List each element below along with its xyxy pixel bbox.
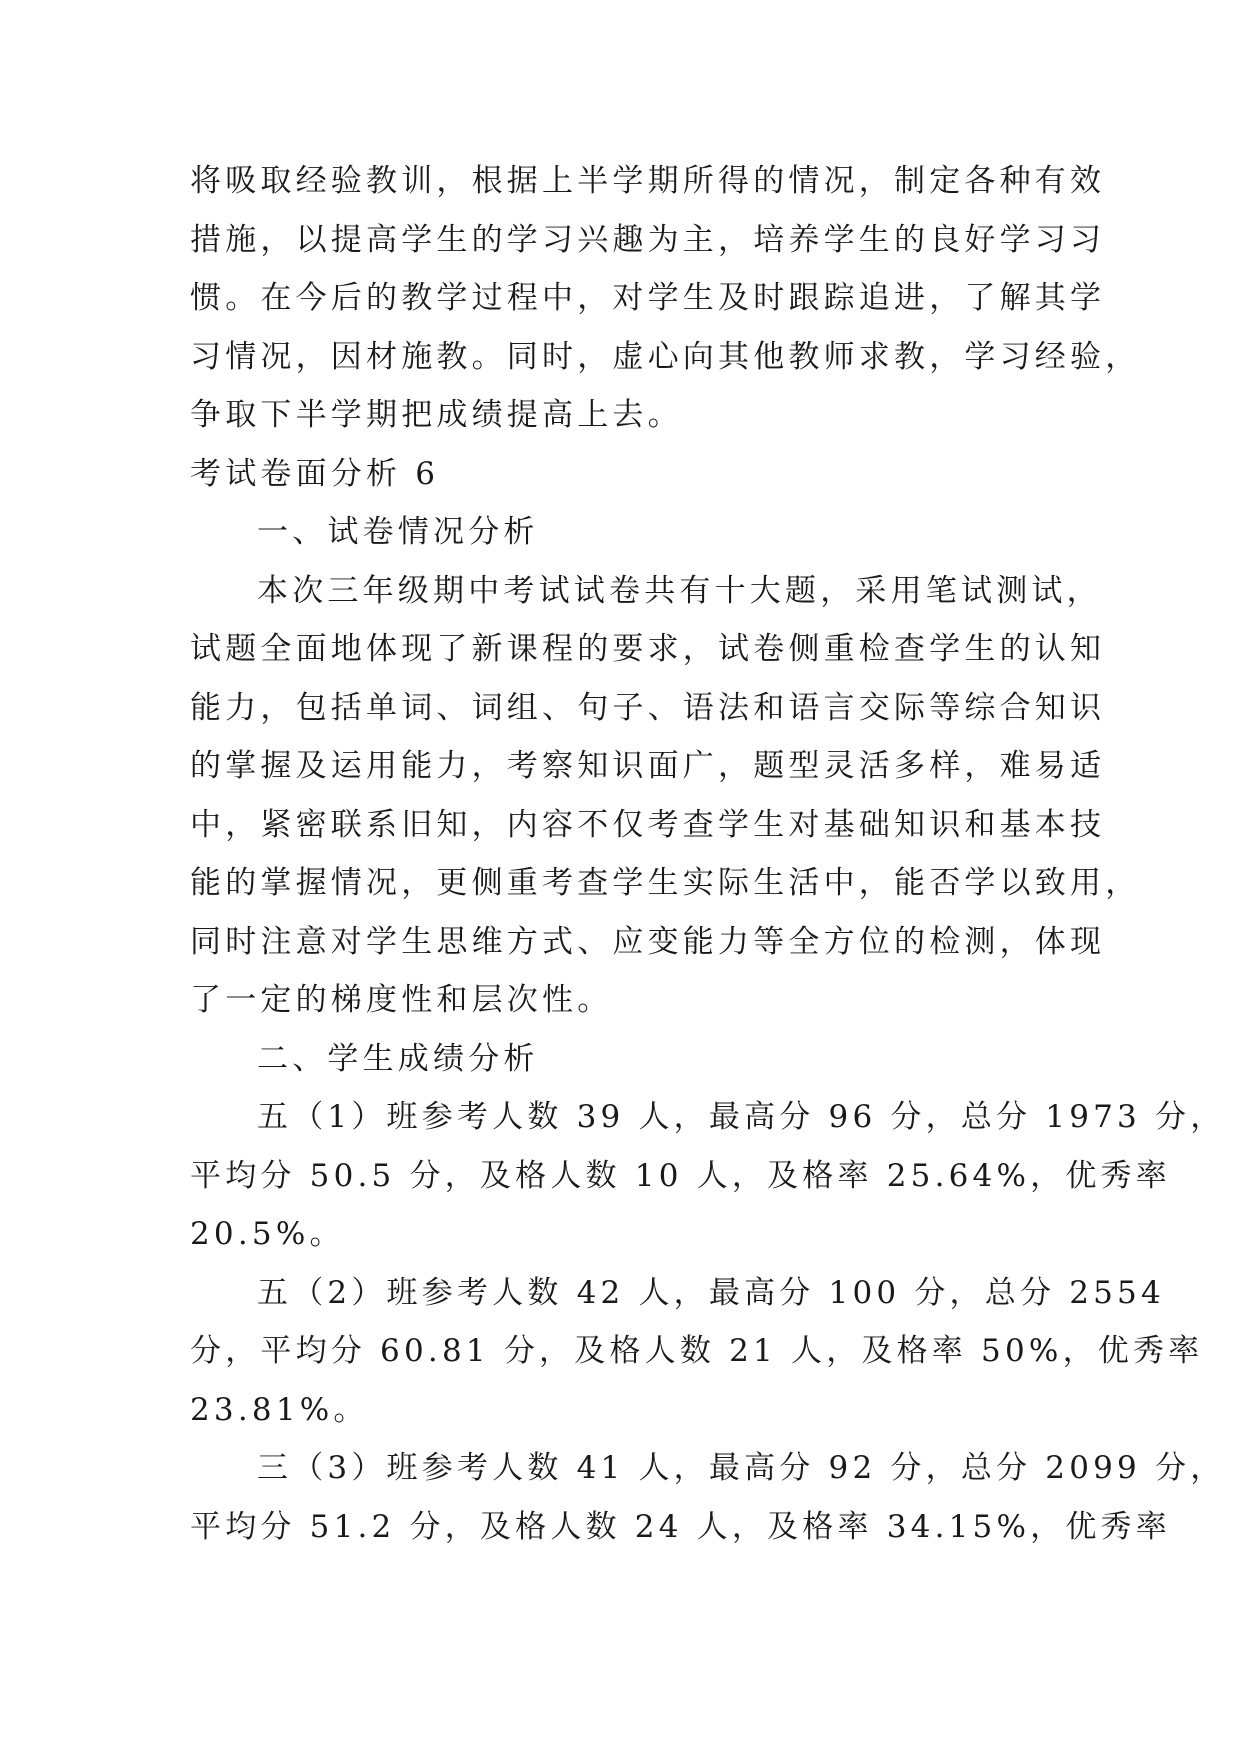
text-line: 习情况，因材施教。同时，虚心向其他教师求教，学习经验， (190, 338, 1141, 375)
paper-analysis-paragraph (190, 562, 1141, 1030)
text-line: 23.81%。 (190, 1391, 369, 1428)
text-line: 的掌握及运用能力，考察知识面广，题型灵活多样，难易适 (190, 748, 1106, 784)
text-line: 了一定的梯度性和层次性。 (190, 982, 613, 1018)
continuation-paragraph (190, 152, 1141, 445)
text-line: 平均分 50.5 分，及格人数 10 人，及格率 25.64%，优秀率 (190, 1157, 1171, 1194)
text-line: 试题全面地体现了新课程的要求，试卷侧重检查学生的认知 (190, 631, 1106, 667)
class-2-results (190, 1264, 1204, 1440)
class-3-results (190, 1439, 1226, 1556)
heading-score-analysis: 二、学生成绩分析 (257, 1040, 539, 1077)
text-line: 三（3）班参考人数 41 人，最高分 92 分，总分 2099 分， (257, 1450, 1226, 1486)
text-line: 争取下半学期把成绩提高上去。 (190, 397, 683, 433)
text-line: 同时注意对学生思维方式、应变能力等全方位的检测，体现 (190, 923, 1106, 960)
text-line: 将吸取经验教训，根据上半学期所得的情况，制定各种有效 (190, 163, 1106, 199)
text-line: 中，紧密联系旧知，内容不仅考查学生对基础知识和基本技 (190, 806, 1106, 843)
text-line: 本次三年级期中考试试卷共有十大题，采用笔试测试， (257, 572, 1102, 609)
text-line: 能的掌握情况，更侧重考查学生实际生活中，能否学以致用， (190, 865, 1141, 901)
section-title: 考试卷面分析 6 (190, 455, 440, 492)
class-1-results (190, 1088, 1226, 1264)
heading-test-paper-analysis: 一、试卷情况分析 (257, 514, 539, 550)
text-line: 惯。在今后的教学过程中，对学生及时跟踪追进，了解其学 (190, 280, 1106, 316)
text-line: 分，平均分 60.81 分，及格人数 21 人，及格率 50%，优秀率 (190, 1333, 1204, 1369)
text-line: 五（1）班参考人数 39 人，最高分 96 分，总分 1973 分， (257, 1099, 1226, 1135)
text-line: 措施，以提高学生的学习兴趣为主，培养学生的良好学习习 (190, 221, 1106, 258)
text-line: 20.5%。 (190, 1216, 345, 1252)
document-body (190, 152, 1226, 1556)
text-line: 平均分 51.2 分，及格人数 24 人，及格率 34.15%，优秀率 (190, 1508, 1171, 1545)
text-line: 五（2）班参考人数 42 人，最高分 100 分，总分 2554 (257, 1274, 1165, 1311)
text-line: 能力，包括单词、词组、句子、语法和语言交际等综合知识 (190, 689, 1106, 726)
